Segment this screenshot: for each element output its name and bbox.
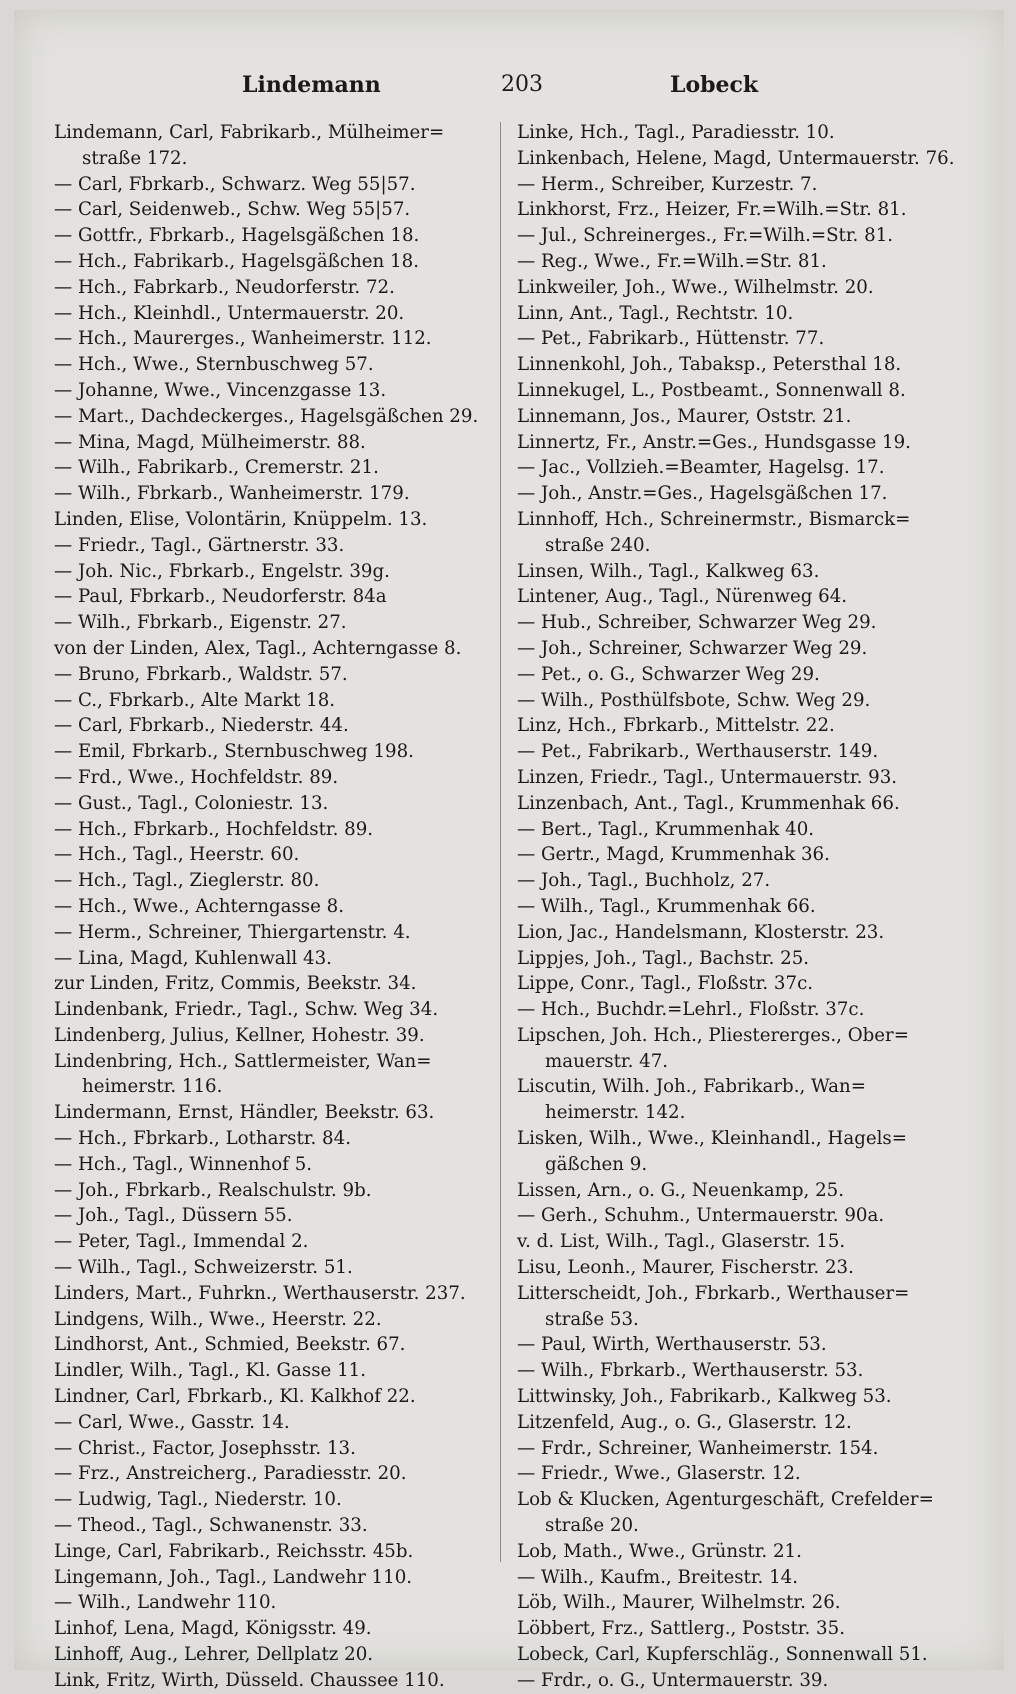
directory-entry-line: — Reg., Wwe., Fr.=Wilh.=Str. 81.: [517, 250, 827, 272]
directory-entry-line: — Frz., Anstreicherg., Paradiesstr. 20.: [54, 1463, 407, 1485]
directory-page: [14, 10, 1004, 1691]
directory-entry-line: Litzenfeld, Aug., o. G., Glaserstr. 12.: [517, 1411, 852, 1433]
directory-entry-line: — Hch., Fabrkarb., Neudorferstr. 72.: [54, 276, 395, 298]
directory-entry-line: Linge, Carl, Fabrikarb., Reichsstr. 45b.: [54, 1540, 414, 1562]
directory-entry-line: — Joh. Nic., Fbrkarb., Engelstr. 39g.: [54, 560, 390, 582]
directory-entry-line: — Gust., Tagl., Coloniestr. 13.: [54, 792, 329, 814]
column-divider: [500, 122, 501, 1562]
directory-entry-line: — Hch., Maurerges., Wanheimerstr. 112.: [54, 328, 432, 350]
directory-entry-line: — Mart., Dachdeckerges., Hagelsgäßchen 29.: [54, 405, 479, 427]
directory-entry-line: — Pet., o. G., Schwarzer Weg 29.: [517, 663, 820, 685]
directory-entry-line: Lindenbank, Friedr., Tagl., Schw. Weg 34.: [54, 999, 439, 1021]
directory-entry-line: — Wilh., Landwehr 110.: [54, 1592, 277, 1614]
directory-entry-line: — Joh., Schreiner, Schwarzer Weg 29.: [517, 637, 868, 659]
directory-entry-line: — Peter, Tagl., Immendal 2.: [54, 1231, 309, 1253]
directory-entry-line: — Wilh., Fbrkarb., Werthauserstr. 53.: [517, 1360, 864, 1382]
directory-entry-line: — Wilh., Posthülfsbote, Schw. Weg 29.: [517, 689, 871, 711]
directory-entry-line: Lindemann, Carl, Fabrikarb., Mülheimer=: [54, 122, 445, 143]
directory-entry-line: Linkenbach, Helene, Magd, Untermauerstr. 76.: [517, 147, 955, 169]
directory-entry-line: Lindner, Carl, Fbrkarb., Kl. Kalkhof 22.: [54, 1386, 416, 1408]
directory-entry-line: — Mina, Magd, Mülheimerstr. 88.: [54, 431, 366, 453]
directory-entry-line: — Joh., Tagl., Buchholz, 27.: [517, 870, 771, 892]
directory-entry-line: — Joh., Tagl., Düssern 55.: [54, 1205, 293, 1227]
directory-entry-line: — Hch., Fbrkarb., Hochfeldstr. 89.: [54, 818, 374, 840]
header-last-entry: Lobeck: [670, 72, 759, 98]
directory-entry-line: gäßchen 9.: [545, 1153, 648, 1175]
directory-entry-line: — Lina, Magd, Kuhlenwall 43.: [54, 947, 332, 969]
directory-entry-line: Linden, Elise, Volontärin, Knüppelm. 13.: [54, 508, 428, 530]
directory-entry-line: Linz, Hch., Fbrkarb., Mittelstr. 22.: [517, 715, 835, 737]
directory-entry-line: — Hch., Kleinhdl., Untermauerstr. 20.: [54, 302, 405, 324]
directory-entry-line: straße 240.: [545, 534, 651, 556]
directory-entry-line: — Carl, Fbrkarb., Niederstr. 44.: [54, 715, 349, 737]
directory-entry-line: — Hch., Tagl., Zieglerstr. 80.: [54, 870, 320, 892]
directory-entry-line: — Frdr., Schreiner, Wanheimerstr. 154.: [517, 1437, 879, 1459]
directory-entry-line: — Bert., Tagl., Krummenhak 40.: [517, 818, 815, 840]
directory-entry-line: — Jul., Schreinerges., Fr.=Wilh.=Str. 81.: [517, 225, 894, 247]
directory-entry-line: Lindermann, Ernst, Händler, Beekstr. 63.: [54, 1102, 435, 1124]
directory-entry-line: Linnekugel, L., Postbeamt., Sonnenwall 8.: [517, 379, 906, 401]
directory-entry-line: Lindenbring, Hch., Sattlermeister, Wan=: [54, 1050, 432, 1072]
directory-entry-line: — Wilh., Fbrkarb., Wanheimerstr. 179.: [54, 483, 410, 505]
directory-entry-line: — Paul, Wirth, Werthauserstr. 53.: [517, 1334, 827, 1356]
directory-entry-line: Linkhorst, Frz., Heizer, Fr.=Wilh.=Str. 81.: [517, 199, 907, 221]
directory-entry-line: Lindgens, Wilh., Wwe., Heerstr. 22.: [54, 1308, 382, 1330]
directory-entry-line: — Frdr., o. G., Untermauerstr. 39.: [517, 1669, 829, 1691]
directory-entry-line: Lippe, Conr., Tagl., Floßstr. 37c.: [517, 973, 814, 995]
directory-entry-line: — Ludwig, Tagl., Niederstr. 10.: [54, 1489, 342, 1511]
directory-entry-line: — Wilh., Fabrikarb., Cremerstr. 21.: [54, 457, 379, 479]
directory-entry-line: Linke, Hch., Tagl., Paradiesstr. 10.: [517, 122, 835, 143]
directory-entry-line: — Carl, Wwe., Gasstr. 14.: [54, 1411, 290, 1433]
directory-entry-line: Lintener, Aug., Tagl., Nürenweg 64.: [517, 586, 848, 608]
directory-entry-line: Linnemann, Jos., Maurer, Oststr. 21.: [517, 405, 852, 427]
directory-entry-line: Lipschen, Joh. Hch., Pliestererges., Ober=: [517, 1024, 909, 1046]
directory-entry-line: Lobeck, Carl, Kupferschläg., Sonnenwall 51.: [517, 1644, 928, 1666]
directory-entry-line: Linsen, Wilh., Tagl., Kalkweg 63.: [517, 560, 820, 582]
directory-entry-line: Löb, Wilh., Maurer, Wilhelmstr. 26.: [517, 1592, 841, 1614]
directory-entry-line: Lindler, Wilh., Tagl., Kl. Gasse 11.: [54, 1360, 366, 1382]
directory-entry-line: Linnhoff, Hch., Schreinermstr., Bismarck=: [517, 508, 911, 530]
directory-entry-line: Liscutin, Wilh. Joh., Fabrikarb., Wan=: [517, 1076, 866, 1098]
directory-entry-line: — Wilh., Tagl., Krummenhak 66.: [517, 895, 816, 917]
directory-entry-line: — Wilh., Tagl., Schweizerstr. 51.: [54, 1257, 353, 1279]
directory-entry-line: — C., Fbrkarb., Alte Markt 18.: [54, 689, 336, 711]
directory-entry-line: — Friedr., Tagl., Gärtnerstr. 33.: [54, 534, 345, 556]
directory-entry-line: — Johanne, Wwe., Vincenzgasse 13.: [54, 379, 387, 401]
directory-entry-line: — Hch., Tagl., Winnenhof 5.: [54, 1153, 313, 1175]
directory-entry-line: Linzenbach, Ant., Tagl., Krummenhak 66.: [517, 792, 900, 814]
directory-entry-line: — Hub., Schreiber, Schwarzer Weg 29.: [517, 612, 877, 634]
directory-entry-line: straße 53.: [545, 1308, 639, 1330]
directory-entry-line: straße 172.: [82, 147, 188, 169]
directory-entry-line: mauerstr. 47.: [545, 1050, 669, 1072]
directory-entry-line: Linhoff, Aug., Lehrer, Dellplatz 20.: [54, 1644, 374, 1666]
directory-entry-line: Lindhorst, Ant., Schmied, Beekstr. 67.: [54, 1334, 406, 1356]
directory-entry-line: — Carl, Seidenweb., Schw. Weg 55|57.: [54, 199, 411, 221]
directory-entry-line: Littwinsky, Joh., Fabrikarb., Kalkweg 53.: [517, 1386, 892, 1408]
directory-entry-line: — Wilh., Kaufm., Breitestr. 14.: [517, 1566, 799, 1588]
directory-entry-line: Lob, Math., Wwe., Grünstr. 21.: [517, 1540, 802, 1562]
directory-entry-line: heimerstr. 116.: [82, 1076, 223, 1098]
directory-entry-line: Linn, Ant., Tagl., Rechtstr. 10.: [517, 302, 794, 324]
directory-entry-line: Linnenkohl, Joh., Tabaksp., Petersthal 18.: [517, 354, 902, 376]
directory-entry-line: zur Linden, Fritz, Commis, Beekstr. 34.: [54, 973, 417, 995]
directory-entry-line: heimerstr. 142.: [545, 1102, 686, 1124]
directory-entry-line: — Herm., Schreiner, Thiergartenstr. 4.: [54, 921, 411, 943]
directory-entry-line: — Hch., Buchdr.=Lehrl., Floßstr. 37c.: [517, 999, 865, 1021]
directory-entry-line: — Gerh., Schuhm., Untermauerstr. 90a.: [517, 1205, 885, 1227]
directory-entry-line: — Hch., Fbrkarb., Lotharstr. 84.: [54, 1128, 351, 1150]
directory-entry-line: Lisken, Wilh., Wwe., Kleinhandl., Hagels=: [517, 1128, 907, 1150]
directory-entry-line: — Jac., Vollzieh.=Beamter, Hagelsg. 17.: [517, 457, 885, 479]
right-column: [517, 120, 957, 1694]
directory-entry-line: Linkweiler, Joh., Wwe., Wilhelmstr. 20.: [517, 276, 874, 298]
directory-entry-line: Löbbert, Frz., Sattlerg., Poststr. 35.: [517, 1618, 845, 1640]
directory-entry-line: Lion, Jac., Handelsmann, Klosterstr. 23.: [517, 921, 885, 943]
directory-entry-line: — Hch., Fabrikarb., Hagelsgäßchen 18.: [54, 250, 419, 272]
directory-entry-line: v. d. List, Wilh., Tagl., Glaserstr. 15.: [517, 1231, 846, 1253]
directory-entry-line: — Bruno, Fbrkarb., Waldstr. 57.: [54, 663, 348, 685]
directory-entry-line: — Paul, Fbrkarb., Neudorferstr. 84a: [54, 586, 387, 608]
directory-entry-line: — Gertr., Magd, Krummenhak 36.: [517, 844, 830, 866]
directory-entry-line: — Hch., Wwe., Achterngasse 8.: [54, 895, 345, 917]
directory-entry-line: — Pet., Fabrikarb., Werthauserstr. 149.: [517, 741, 879, 763]
left-column: [54, 120, 494, 1694]
page-header: [14, 72, 1004, 102]
directory-entry-line: — Christ., Factor, Josephsstr. 13.: [54, 1437, 356, 1459]
directory-entry-line: — Wilh., Fbrkarb., Eigenstr. 27.: [54, 612, 347, 634]
directory-entry-line: — Hch., Wwe., Sternbuschweg 57.: [54, 354, 374, 376]
directory-entry-line: Lob & Klucken, Agenturgeschäft, Crefelder=: [517, 1489, 934, 1511]
directory-entry-line: straße 20.: [545, 1515, 639, 1537]
directory-entry-line: — Frd., Wwe., Hochfeldstr. 89.: [54, 766, 339, 788]
directory-entry-line: Lisu, Leonh., Maurer, Fischerstr. 23.: [517, 1257, 854, 1279]
directory-entry-line: — Hch., Tagl., Heerstr. 60.: [54, 844, 300, 866]
directory-entry-line: Lindenberg, Julius, Kellner, Hohestr. 39.: [54, 1024, 425, 1046]
page-number: 203: [501, 72, 543, 97]
directory-entry-line: — Friedr., Wwe., Glaserstr. 12.: [517, 1463, 801, 1485]
directory-entry-line: Lingemann, Joh., Tagl., Landwehr 110.: [54, 1566, 413, 1588]
directory-entry-line: — Joh., Anstr.=Ges., Hagelsgäßchen 17.: [517, 483, 888, 505]
directory-entry-line: Linnertz, Fr., Anstr.=Ges., Hundsgasse 19.: [517, 431, 911, 453]
directory-entry-line: von der Linden, Alex, Tagl., Achterngasse 8.: [54, 637, 462, 659]
directory-entry-line: — Emil, Fbrkarb., Sternbuschweg 198.: [54, 741, 414, 763]
directory-entry-line: — Theod., Tagl., Schwanenstr. 33.: [54, 1515, 368, 1537]
directory-entry-line: — Herm., Schreiber, Kurzestr. 7.: [517, 173, 818, 195]
directory-entry-line: — Pet., Fabrikarb., Hüttenstr. 77.: [517, 328, 825, 350]
directory-entry-line: — Joh., Fbrkarb., Realschulstr. 9b.: [54, 1179, 372, 1201]
directory-entry-line: Linzen, Friedr., Tagl., Untermauerstr. 93.: [517, 766, 898, 788]
directory-entry-line: Linhof, Lena, Magd, Königsstr. 49.: [54, 1618, 372, 1640]
directory-entry-line: Litterscheidt, Joh., Fbrkarb., Werthauser=: [517, 1282, 910, 1304]
directory-entry-line: Link, Fritz, Wirth, Düsseld. Chaussee 110.: [54, 1669, 445, 1691]
header-first-entry: Lindemann: [242, 72, 381, 98]
directory-entry-line: — Carl, Fbrkarb., Schwarz. Weg 55|57.: [54, 173, 416, 195]
directory-entry-line: — Gottfr., Fbrkarb., Hagelsgäßchen 18.: [54, 225, 420, 247]
directory-entry-line: Lippjes, Joh., Tagl., Bachstr. 25.: [517, 947, 810, 969]
directory-entry-line: Lissen, Arn., o. G., Neuenkamp, 25.: [517, 1179, 845, 1201]
directory-entry-line: Linders, Mart., Fuhrkn., Werthauserstr. 237.: [54, 1282, 466, 1304]
